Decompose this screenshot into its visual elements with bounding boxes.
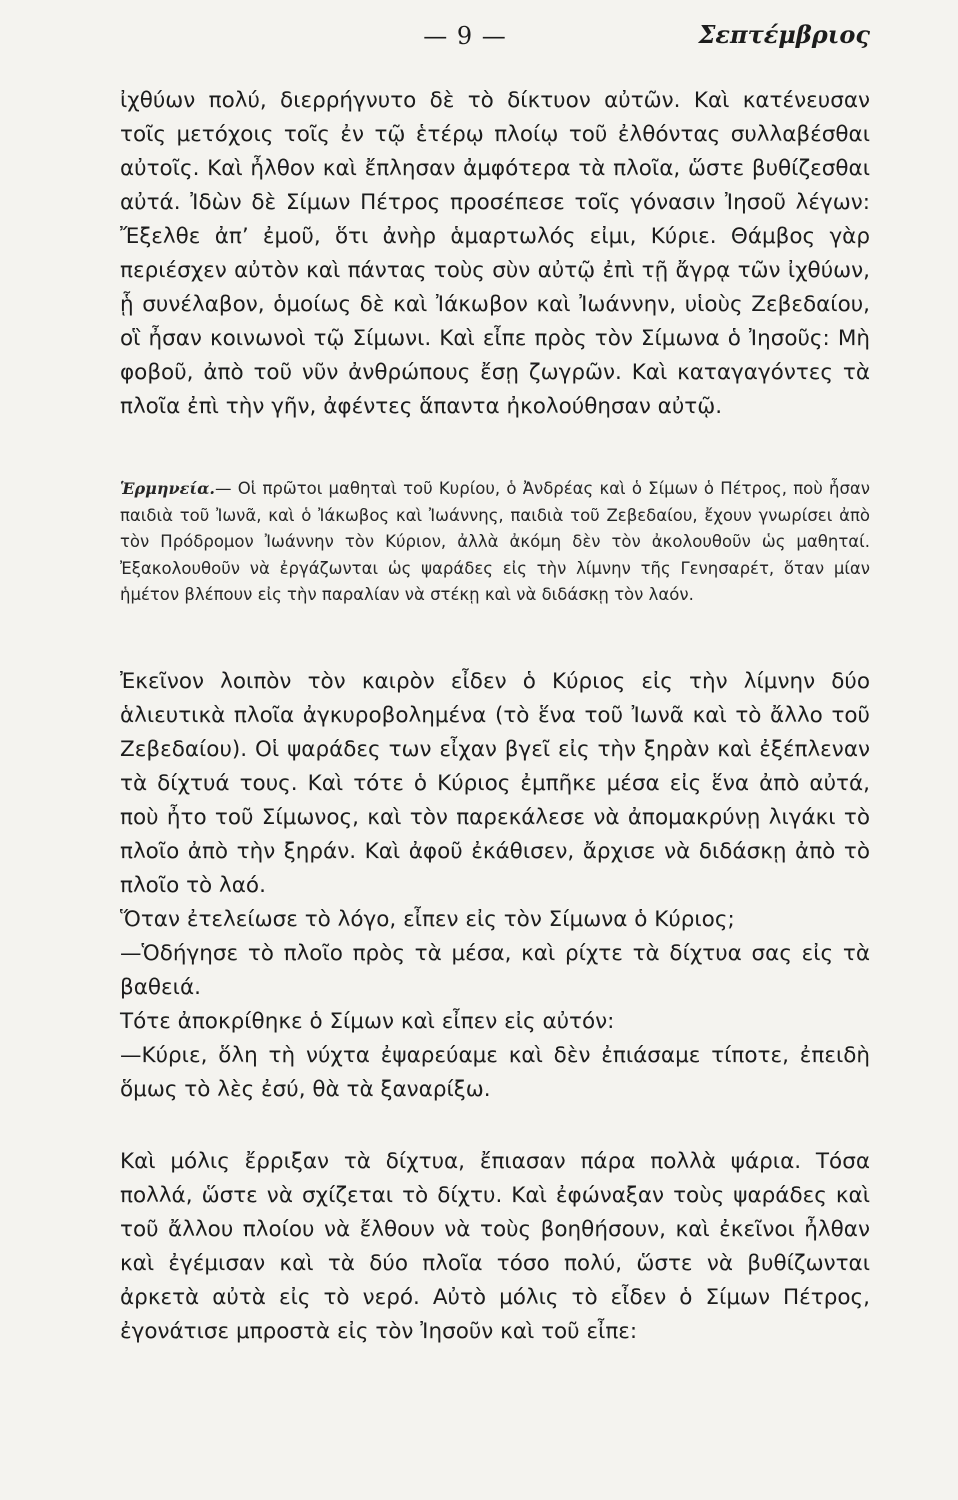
interpretation-block bbox=[120, 476, 870, 609]
page-number: — 9 — bbox=[423, 22, 507, 50]
narrative-paragraph-2: Ὅταν ἐτελείωσε τὸ λόγο, εἶπεν εἰς τὸν Σίμωνα ὁ Κύριος; bbox=[120, 907, 735, 932]
gospel-passage: ἰχθύων πολύ, διερρήγνυτο δὲ τὸ δίκτυον αὐτῶν. Καὶ κατένευσαν τοῖς μετόχοις τοῖς ἐν τῷ ἑτέρῳ πλοίῳ τοῦ ἐλθόντας συλλαβέσθαι αὐτοῖς. Καὶ ἦλθον καὶ ἔπλησαν ἀμφότερα τὰ πλοῖα, ὥστε βυθίζεσθαι αὐτά. Ἰδὼν δὲ Σίμων Πέτρος προσέπεσε τοῖς γόνασιν Ἰησοῦ λέγων: Ἔξελθε ἀπ’ ἐμοῦ, ὅτι ἀνὴρ ἁμαρτωλός εἰμι, Κύριε. Θάμβος γὰρ περιέσχεν αὐτὸν καὶ πάντας τοὺς σὺν αὐτῷ ἐπὶ τῇ ἄγρᾳ τῶν ἰχθύων, ᾗ συνέλαβον, ὁμοίως δὲ καὶ Ἰάκωβον καὶ Ἰωάννην, υἱοὺς Ζεβεδαίου, οἳ ἦσαν κοινωνοὶ τῷ Σίμωνι. Καὶ εἶπε πρὸς τὸν Σίμωνα ὁ Ἰησοῦς: Μὴ φοβοῦ, ἀπὸ τοῦ νῦν ἀνθρώπους ἔσῃ ζωγρῶν. Καὶ καταγαγόντες τὰ πλοῖα ἐπὶ τὴν γῆν, ἀφέντες ἅπαντα ἠκολούθησαν αὐτῷ. bbox=[120, 88, 870, 419]
narrative-dialogue-2: —Κύριε, ὅλη τὴ νύχτα ἐψαρεύαμε καὶ δὲν ἐπιάσαμε τίποτε, ἐπειδὴ ὅμως τὸ λὲς ἐσύ, θὰ τὰ ξαναρίξω. bbox=[120, 1043, 870, 1102]
interpretation-text: — Οἱ πρῶτοι μαθηταὶ τοῦ Κυρίου, ὁ Ἀνδρέας καὶ ὁ Σίμων ὁ Πέτρος, ποὺ ἦσαν παιδιὰ τοῦ Ἰωνᾶ, καὶ ὁ Ἰάκωβος καὶ Ἰωάννης, παιδιὰ τοῦ Ζεβεδαίου, ἔχουν γνωρίσει ἀπὸ τὸν Πρόδρομον Ἰωάννην τὸν Κύριον, ἀλλὰ ἀκόμη δὲν τὸν ἀκολουθοῦν ὡς μαθηταί. Ἐξακολουθοῦν νὰ ἐργάζωνται ὡς ψαράδες εἰς τὴν λίμνην τῆς Γενησαρέτ, ὅταν μίαν ἡμέτον βλέπουν εἰς τὴν παραλίαν νὰ στέκῃ καὶ νὰ διδάσκῃ τὸν λαόν. bbox=[120, 479, 870, 604]
narrative-paragraph-1: Ἐκεῖνον λοιπὸν τὸν καιρὸν εἶδεν ὁ Κύριος εἰς τὴν λίμνην δύο ἁλιευτικὰ πλοῖα ἀγκυροβολημένα (τὸ ἕνα τοῦ Ἰωνᾶ καὶ τὸ ἄλλο τοῦ Ζεβεδαίου). Οἱ ψαράδες των εἶχαν βγεῖ εἰς τὴν ξηρὰν καὶ ἐξέπλεναν τὰ δίχτυά τους. Καὶ τότε ὁ Κύριος ἐμπῆκε μέσα εἰς ἕνα ἀπὸ αὐτά, ποὺ ἦτο τοῦ Σίμωνος, καὶ τὸν παρεκάλεσε νὰ ἀπομακρύνῃ λιγάκι τὸ πλοῖο ἀπὸ τὴν ξηράν. Καὶ ἀφοῦ ἐκάθισεν, ἄρχισε νὰ διδάσκῃ ἀπὸ τὸ πλοῖο τὸ λαό. bbox=[120, 669, 870, 898]
narrative-paragraph-3: Τότε ἀποκρίθηκε ὁ Σίμων καὶ εἶπεν εἰς αὐτόν: bbox=[120, 1009, 615, 1034]
interpretation-label: Ἑρμηνεία. bbox=[120, 479, 215, 498]
running-head-month: Σεπτέμβριος bbox=[698, 20, 870, 49]
narrative-section bbox=[120, 665, 870, 1107]
closing-paragraph: Καὶ μόλις ἔρριξαν τὰ δίχτυα, ἔπιασαν πάρα πολλὰ ψάρια. Τόσα πολλά, ὥστε νὰ σχίζεται τὸ δίχτυ. Καὶ ἐφώναξαν τοὺς ψαράδες καὶ τοῦ ἄλλου πλοίου νὰ ἔλθουν νὰ τοὺς βοηθήσουν, καὶ ἐκεῖνοι ἦλθαν καὶ ἐγέμισαν καὶ τὰ δύο πλοῖα τόσο πολύ, ὥστε νὰ βυθίζωνται ἀρκετὰ αὐτὰ εἰς τὸ νερό. Αὐτὸ μόλις τὸ εἶδεν ὁ Σίμων Πέτρος, ἐγονάτισε μπροστὰ εἰς τὸν Ἰησοῦν καὶ τοῦ εἶπε: bbox=[120, 1149, 870, 1344]
narrative-dialogue-1: —Ὁδήγησε τὸ πλοῖο πρὸς τὰ μέσα, καὶ ρίχτε τὰ δίχτυα σας εἰς τὰ βαθειά. bbox=[120, 941, 870, 1000]
page-header bbox=[0, 18, 958, 62]
